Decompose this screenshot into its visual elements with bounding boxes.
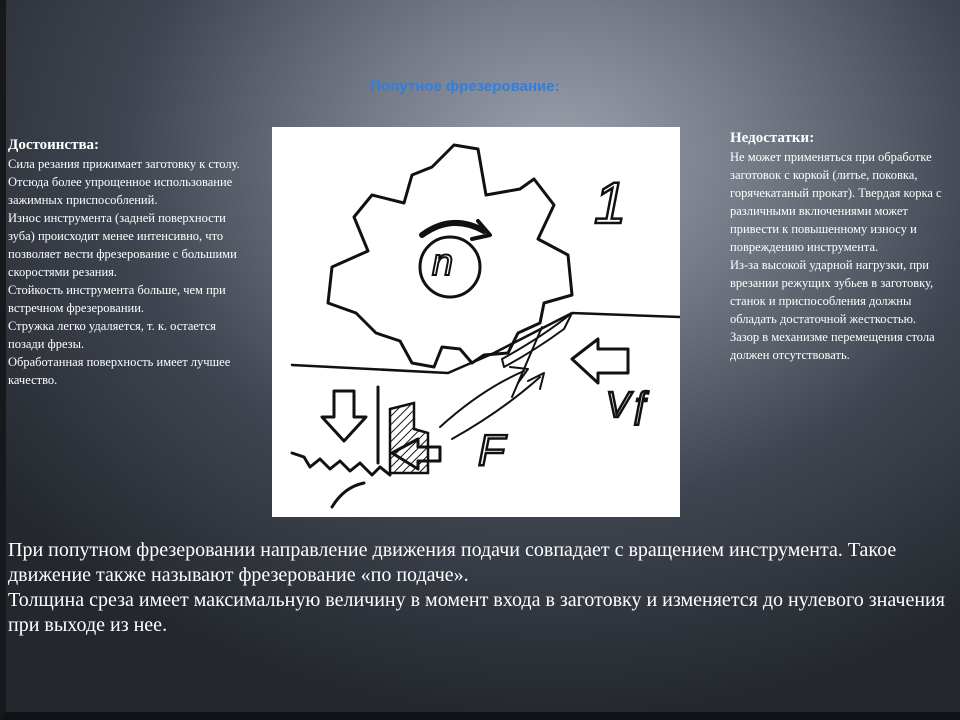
advantages-heading: Достоинства: [8,137,100,153]
description-paragraph: При попутном фрезеровании направление движения подачи совпадает с вращением инструмента. Такое движение также называют фрезерование «по подаче». [8,539,897,586]
disadvantages-block [730,129,958,364]
workpiece-teeth [292,453,390,475]
advantage-item: Износ инструмента (задней поверхности зуба) происходит менее интенсивно, что позволяет вести фрезерование с большими скоростями резания. [8,211,237,279]
bottom-description [8,538,958,638]
advantage-item: Стружка легко удаляется, т. к. остается позади фрезы. [8,319,216,351]
slide-title: Попутное фрезерование: [370,78,560,95]
workpiece-surface [292,313,680,373]
description-paragraph: Толщина среза имеет максимальную величину в момент входа в заготовку и изменяется до нулевого значения при выходе из нее. [8,589,945,636]
advantage-item: Обработанная поверхность имеет лучшее качество. [8,355,231,387]
advantages-block [8,136,240,389]
advantage-item: Сила резания прижимает заготовку к столу. Отсюда более упрощенное использование зажимных приспособлений. [8,157,240,207]
milling-diagram [272,127,680,517]
disadvantage-item: Зазор в механизме перемещения стола должен отсутствовать. [730,330,935,362]
disadvantage-item: Из-за высокой ударной нагрузки, при врезании режущих зубьев в заготовку, станок и приспособления должны обладать достаточной жесткостью. [730,258,934,326]
milling-diagram-svg [272,127,680,517]
label-tool-number: 1 [594,171,627,236]
disadvantage-item: Не может применяться при обработке заготовок с коркой (литье, поковка, горячекатаный прокат). Твердая корка с различными включениями может привести к повышенному износу и повреждению инструмента. [730,150,942,254]
rotation-arrow [422,223,484,235]
force-arrow [440,371,524,427]
feed-arrow [572,339,628,383]
fixture-hatched [390,403,428,473]
label-force: F [478,426,505,475]
disadvantages-heading: Недостатки: [730,130,815,146]
clamp-force-arrow [322,391,366,441]
label-rotation: n [432,242,454,284]
advantage-item: Стойкость инструмента больше, чем при встречном фрезеровании. [8,283,226,315]
label-feed: Vƒ [606,384,651,425]
